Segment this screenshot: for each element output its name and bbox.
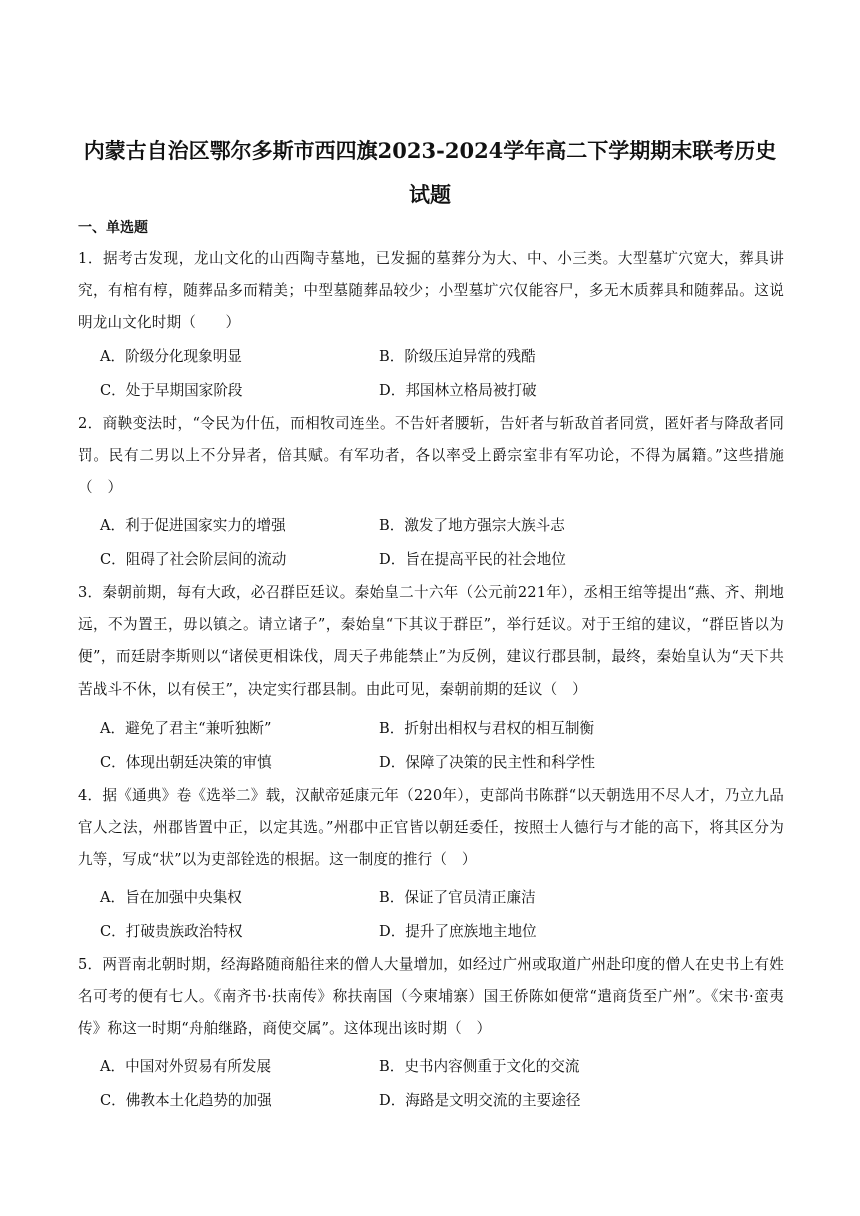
question-1-option-c[interactable]: C．处于早期国家阶段 [100, 382, 243, 399]
question-5-option-d[interactable]: D．海路是文明交流的主要途径 [379, 1092, 581, 1109]
question-2-option-d[interactable]: D．旨在提高平民的社会地位 [379, 551, 566, 568]
question-3-stem: 3．秦朝前期，每有大政，必召群臣廷议。秦始皇二十六年（公元前221年），丞相王绾等提出“燕、齐、荆地远，不为置王，毋以镇之。请立诸子”，秦始皇“下其议于群臣”，举行廷议。对于王绾的建议，“群臣皆以为便”，而廷尉李斯则以“诸侯更相诛伐，周天子弗能禁止”为反例，建议行郡县制，最终，秦始皇认为“天下共苦战斗不休，以有侯王”，决定实行郡县制。由此可见，秦朝前期的廷议（ ） [78, 584, 784, 698]
question-3-option-c[interactable]: C．体现出朝廷决策的审慎 [100, 754, 272, 771]
question-3-option-b[interactable]: B．折射出相权与君权的相互制衡 [379, 720, 595, 737]
question-5-stem: 5．两晋南北朝时期，经海路随商船往来的僧人大量增加，如经过广州或取道广州赴印度的僧人在史书上有姓名可考的便有七人。《南齐书·扶南传》称扶南国（今柬埔寨）国王侨陈如便常“遣商货至广州”。《宋书·蛮夷传》称这一时期“舟舶继路，商使交属”。这体现出该时期（ ） [78, 956, 784, 1038]
question-5-option-a[interactable]: A．中国对外贸易有所发展 [100, 1058, 272, 1075]
exam-title-line2: 试题 [409, 182, 451, 207]
question-2-option-a[interactable]: A．利于促进国家实力的增强 [100, 517, 286, 534]
question-3-option-d[interactable]: D．保障了决策的民主性和科学性 [379, 754, 596, 771]
question-2-option-c[interactable]: C．阻碍了社会阶层间的流动 [100, 551, 287, 568]
question-1-option-b[interactable]: B．阶级压迫异常的残酷 [379, 348, 536, 365]
question-4-option-d[interactable]: D．提升了庶族地主地位 [379, 923, 537, 940]
question-4-option-c[interactable]: C．打破贵族政治特权 [100, 923, 243, 940]
question-5-option-c[interactable]: C．佛教本土化趋势的加强 [100, 1092, 272, 1109]
section-heading: 一、单选题 [78, 220, 148, 236]
question-5-option-b[interactable]: B．史书内容侧重于文化的交流 [379, 1058, 580, 1075]
question-1-option-d[interactable]: D．邦国林立格局被打破 [379, 382, 537, 399]
question-4-stem: 4．据《通典》卷《选举二》载，汉献帝延康元年（220年），吏部尚书陈群“以天朝选用不尽人才，乃立九品官人之法，州郡皆置中正，以定其选。”州郡中正官皆以朝廷委任，按照士人德行与才能的高下，将其区分为九等，写成“状”以为吏部铨选的根据。这一制度的推行（ ） [78, 787, 784, 869]
question-2-stem: 2．商鞅变法时，“令民为什伍，而相牧司连坐。不告奸者腰斩，告奸者与斩敌首者同赏，匿奸者与降敌者同罚。民有二男以上不分异者，倍其赋。有军功者，各以率受上爵宗室非有军功论，不得为属籍。”这些措施（ ） [78, 415, 784, 497]
question-4-option-a[interactable]: A．旨在加强中央集权 [100, 889, 242, 906]
question-1-stem: 1．据考古发现，龙山文化的山西陶寺墓地，已发掘的墓葬分为大、中、小三类。大型墓圹穴宽大，葬具讲究，有棺有椁，随葬品多而精美；中型墓随葬品较少；小型墓圹穴仅能容尸，多无木质葬具和随葬品。这说明龙山文化时期（ ） [78, 250, 784, 332]
question-1-option-a[interactable]: A．阶级分化现象明显 [100, 348, 242, 365]
question-4-option-b[interactable]: B．保证了官员清正廉洁 [379, 889, 536, 906]
question-2-option-b[interactable]: B．激发了地方强宗大族斗志 [379, 517, 565, 534]
exam-title-line1: 内蒙古自治区鄂尔多斯市西四旗2023-2024学年高二下学期期末联考历史 [83, 138, 777, 163]
question-3-option-a[interactable]: A．避免了君主“兼听独断” [100, 720, 272, 737]
